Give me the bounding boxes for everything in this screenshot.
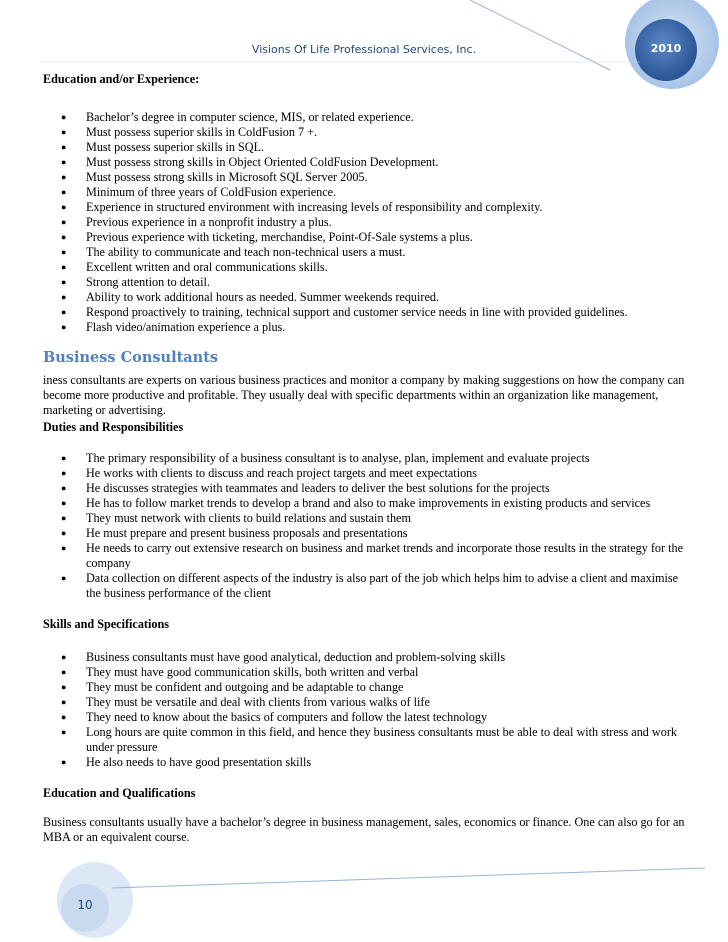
header-title: Visions Of Life Professional Services, Inc.: [251, 43, 477, 56]
list-item: ● He needs to carry out extensive research on business and market trends and incorporate those results in the strategy for the company: [43, 541, 688, 571]
list-item: ● They must network with clients to build relations and sustain them: [43, 511, 688, 526]
list-item: ● He must prepare and present business proposals and presentations: [43, 526, 688, 541]
list-item: ● Must possess strong skills in Object Oriented ColdFusion Development.: [43, 155, 688, 170]
list-item: ● Data collection on different aspects of the industry is also part of the job which helps him to advise a client and maximise the business performance of the client: [43, 571, 688, 601]
list-item: ● Excellent written and oral communications skills.: [43, 260, 688, 275]
edu-experience-list: [43, 110, 688, 335]
page-number: 10: [77, 898, 93, 912]
list-item: ● He discusses strategies with teammates and leaders to deliver the best solutions for the projects: [43, 481, 688, 496]
duties-heading: Duties and Responsibilities: [43, 420, 184, 434]
list-item: ● Previous experience in a nonprofit industry a plus.: [43, 215, 688, 230]
list-item: ● Must possess strong skills in Microsoft SQL Server 2005.: [43, 170, 688, 185]
list-item: ● Strong attention to detail.: [43, 275, 688, 290]
education-text: Business consultants usually have a bachelor’s degree in business management, sales, economics or finance. One can also go for an MBA or an equivalent course.: [43, 815, 685, 844]
education-heading: Education and Qualifications: [43, 786, 196, 800]
footer-line: [112, 868, 705, 888]
list-item: ● Experience in structured environment with increasing levels of responsibility and complexity.: [43, 200, 688, 215]
list-item: ● Flash video/animation experience a plus.: [43, 320, 688, 335]
business-consultants-intro: iness consultants are experts on various business practices and monitor a company by making suggestions on how the company can become more productive and profitable. They usually deal with specific departments within an organization like management, marketing or advertising.: [43, 373, 685, 417]
skills-heading: Skills and Specifications: [43, 617, 169, 631]
page-body: [43, 72, 688, 845]
list-item: ● The ability to communicate and teach non-technical users a must.: [43, 245, 688, 260]
list-item: ● They must be versatile and deal with clients from various walks of life: [43, 695, 688, 710]
list-item: ● They must have good communication skills, both written and verbal: [43, 665, 688, 680]
list-item: ● They must be confident and outgoing and be adaptable to change: [43, 680, 688, 695]
list-item: ● Previous experience with ticketing, merchandise, Point-Of-Sale systems a plus.: [43, 230, 688, 245]
list-item: ● Ability to work additional hours as needed. Summer weekends required.: [43, 290, 688, 305]
list-item: ● Bachelor’s degree in computer science, MIS, or related experience.: [43, 110, 688, 125]
list-item: ● Minimum of three years of ColdFusion experience.: [43, 185, 688, 200]
header-year: 2010: [650, 42, 682, 55]
section-title-business-consultants: Business Consultants: [43, 349, 219, 366]
list-item: ● He has to follow market trends to develop a brand and also to make improvements in existing products and services: [43, 496, 688, 511]
list-item: ● He works with clients to discuss and reach project targets and meet expectations: [43, 466, 688, 481]
header-diagonal-line: [470, 0, 610, 70]
list-item: ● Long hours are quite common in this field, and hence they business consultants must be able to deal with stress and work under pressure: [43, 725, 688, 755]
list-item: ● They need to know about the basics of computers and follow the latest technology: [43, 710, 688, 725]
list-item: ● He also needs to have good presentation skills: [43, 755, 688, 770]
list-item: ● Must possess superior skills in SQL.: [43, 140, 688, 155]
list-item: ● Must possess superior skills in ColdFusion 7 +.: [43, 125, 688, 140]
duties-list: [43, 451, 688, 601]
list-item: ● Respond proactively to training, technical support and customer service needs in line with provided guidelines.: [43, 305, 688, 320]
skills-list: [43, 650, 688, 770]
list-item: ● The primary responsibility of a business consultant is to analyse, plan, implement and evaluate projects: [43, 451, 688, 466]
edu-experience-heading: Education and/or Experience:: [43, 72, 200, 86]
list-item: ● Business consultants must have good analytical, deduction and problem-solving skills: [43, 650, 688, 665]
